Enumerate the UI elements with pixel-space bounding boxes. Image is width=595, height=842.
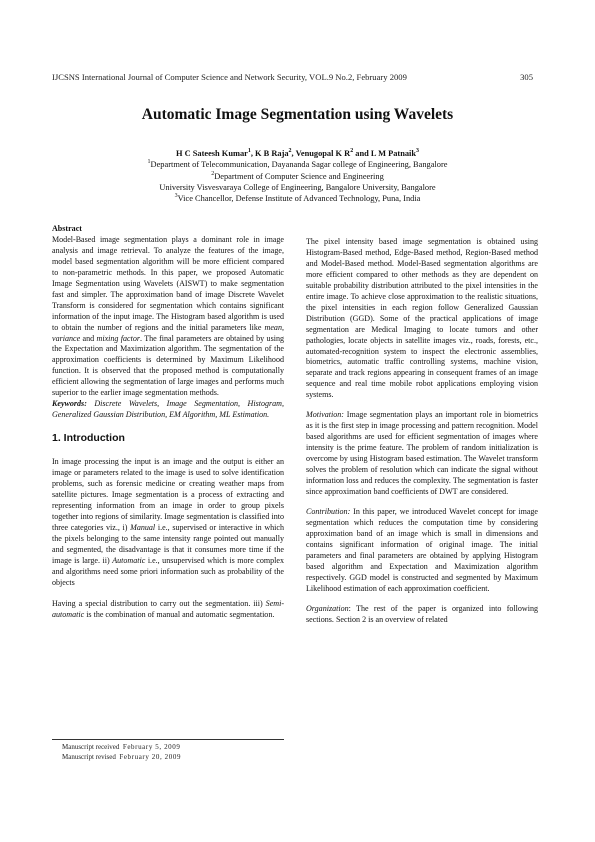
keywords-label: Keywords:	[52, 399, 87, 409]
author-name: and L M Patnaik	[353, 149, 417, 158]
footnote-date: February 5, 2009	[122, 743, 181, 751]
body-text: : The rest of the paper is organized into following sections. Section 2 is an overview of related	[306, 603, 538, 624]
paper-title: Automatic Image Segmentation using Wavelets	[141, 106, 454, 123]
author-name: H C Sateesh Kumar	[175, 149, 248, 158]
affiliation-text: Vice Chancellor, Defense Institute of Advanced Technology, Puna, India	[177, 194, 421, 203]
footnote-date: February 20, 2009	[119, 753, 182, 761]
abstract-text: ,	[281, 322, 284, 332]
affiliation-text: Department of Computer Science and Engineering	[214, 172, 384, 181]
emphasis-term: Semi-automatic	[52, 598, 284, 619]
abstract-paragraph	[52, 235, 284, 399]
footnote-revised	[62, 753, 181, 761]
affiliation-mark: 1	[147, 159, 151, 166]
footnote-received	[62, 743, 180, 751]
paragraph-label: Organization	[306, 603, 349, 613]
footnote-label: Manuscript revised	[62, 753, 116, 761]
footnote-label: Manuscript received	[62, 743, 120, 751]
page-number: 305	[520, 72, 533, 82]
author-name: , Venugopal K R	[291, 149, 351, 158]
emphasis-term: Automatic	[112, 555, 146, 565]
running-header: IJCSNS International Journal of Computer Science and Network Security, VOL.9 No.2, February 2009	[52, 72, 407, 82]
paragraph-label: Contribution:	[306, 506, 351, 516]
paragraph-label: Motivation:	[306, 410, 344, 420]
body-text: Image segmentation plays an important role in biometrics as it is the first step in image processing and pattern recognition. Model based algorithms are used for efficient segmentation of images where intensity is the prime feature. The problem of random initialization is overcome by using Histogram based estimation. The Wavelet transform solves the problem of resolution which can indicate the signal without information loss and reduces the complexity. The segmentation is faster since approximation band coefficients of DWT are considered.	[306, 410, 538, 496]
affiliation-1	[0, 160, 595, 169]
affiliation-mark: 3	[174, 193, 178, 200]
intro-text: is the combination of manual and automatic segmentation.	[84, 609, 275, 619]
intro-paragraph	[52, 457, 284, 588]
emphasis-term: variance	[52, 333, 81, 343]
intro-paragraph	[52, 599, 284, 621]
intro-text: Having a special distribution to carry out the segmentation. iii)	[52, 598, 266, 608]
abstract-text: Model-Based image segmentation plays a dominant role in image analysis and image retrieval. To analyze the features of the image, model based segmentation algorithm will be more efficient compared to non-parametric methods. In this paper, we proposed Automatic Image Segmentation using Wavelets (AISWT) to make segmentation fast and simpler. The approximation band of image Discrete Wavelet Transform is considered for segmentation which contains significant information of the input image. The Histogram based algorithm is used to obtain the number of regions and the initial parameters like	[52, 234, 284, 332]
footnote-rule	[52, 739, 284, 740]
affiliation-text: Department of Telecommunication, Dayananda Sagar college of Engineering, Bangalore	[150, 160, 448, 169]
motivation-paragraph	[306, 410, 538, 498]
affiliation-mark: 2	[211, 171, 215, 178]
emphasis-term: mean	[264, 322, 282, 332]
left-column	[52, 224, 284, 627]
body-paragraph: The pixel intensity based image segmentation is obtained using Histogram-Based method, Edge-Based method, Region-Based method and Model-Based method. Model-Based segmentation algorithms are more efficient compared to other methods as they are dependent on suitable probability distribution attributed to the pixel intensities in the entire image. To achieve close approximation to the realistic situations, the pixel intensities in each region follow Generalized Gaussian Distribution (GGD). Some of the practical applications of image segmentation are Medical Imaging to locate tumors and other pathologies, locate objects in satellite images viz., roads, forests, etc., automated-recognition system to inspect the electronic assemblies, biometrics, automatic traffic controlling systems, machine vision, separate and track regions appearing in consequent frames of an image sequence and real time mobile robot applications employing vision systems.	[306, 237, 538, 400]
intro-text: In image processing the input is an image and the output is either an image or parameters related to the image is used to solve identification problems, such as forensic medicine or creating weather maps from satellite pictures. Image segmentation is a process of extracting and representing information from an image in order to group pixels together into regions of similarity. Image segmentation is classified into three categories viz., i)	[52, 457, 284, 532]
abstract-text: . The final parameters are obtained by using the Expectation and Maximization algorithm. The segmentation of the approximation coefficients is determined by Maximum Likelihood function. It is observed that the proposed method is computationally efficient allowing the segmentation of large images and performs much superior to the earlier image segmentation methods.	[52, 333, 284, 398]
emphasis-term: mixing factor	[96, 333, 141, 343]
abstract-text: and	[80, 333, 97, 343]
author-affiliation-mark: 2	[350, 148, 354, 155]
body-text: In this paper, we introduced Wavelet concept for image segmentation which reduces the computation time by considering approximation band of an image which is small in dimensions and contains significant information of original image. The initial parameters and final parameters are obtained by applying Histogram based algorithm and Expectation and Maximization algorithm respectively. GGD model is constructed and segmented by Maximum Likelihood estimation of each approximation coefficient.	[306, 506, 538, 593]
affiliation-2-line-2: University Visvesvaraya College of Engineering, Bangalore University, Bangalore	[159, 183, 436, 192]
abstract-heading: Abstract	[52, 224, 82, 233]
affiliation-2	[0, 172, 595, 181]
section-heading-introduction: 1. Introduction	[52, 432, 125, 445]
author-line	[0, 149, 595, 158]
intro-text: i.e., supervised or interactive in which the pixels belonging to the same intensity range pointed out manually and segmented, the disadvantage is that it consumes more time if the image is large. ii)	[52, 522, 284, 565]
organization-paragraph	[306, 604, 538, 626]
author-affiliation-mark: 1	[247, 148, 251, 155]
author-affiliation-mark: 2	[288, 148, 292, 155]
keywords-text: Discrete Wavelets, Image Segmentation, Histogram, Generalized Gaussian Distribution, EM Algorithm, ML Estimation.	[52, 399, 284, 420]
keywords	[52, 399, 284, 421]
intro-text: i.e., unsupervised which is more complex and algorithms need some priori information such as probability of the objects	[52, 555, 284, 587]
right-column	[306, 237, 538, 632]
affiliation-3	[0, 194, 595, 203]
contribution-paragraph	[306, 507, 538, 595]
emphasis-term: Manual	[130, 522, 156, 532]
author-affiliation-mark: 3	[416, 148, 420, 155]
author-name: , K B Raja	[250, 149, 289, 158]
